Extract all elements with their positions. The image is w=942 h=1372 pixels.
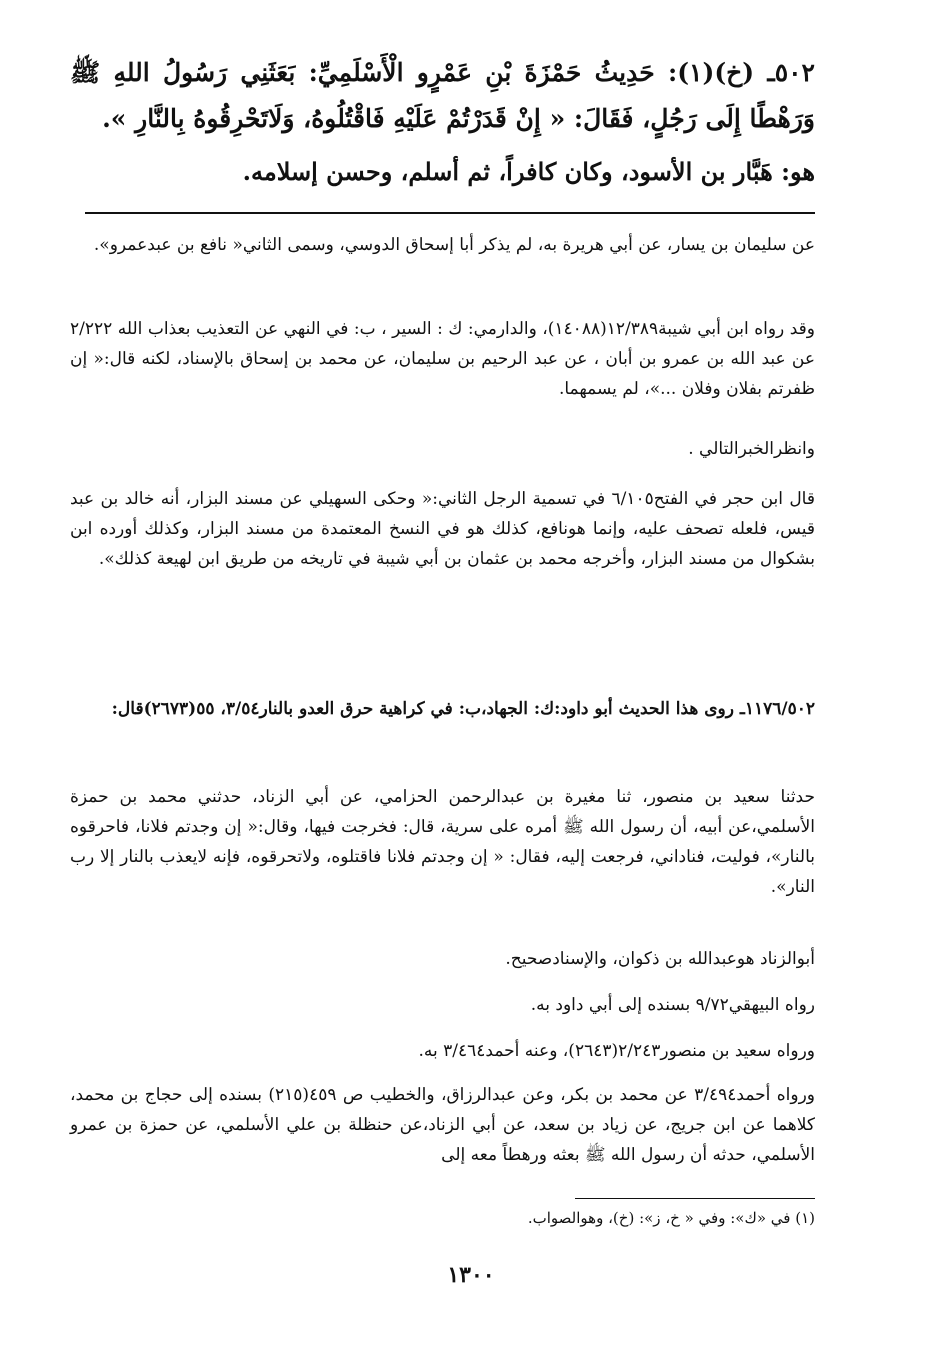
commentary-paragraph-10: ورواه أحمد٣/٤٩٤ عن محمد بن بكر، وعن عبدالرزاق، والخطيب ص ٤٥٩(٢١٥) بسنده إلى حجاج بن محمد، كلاهما عن ابن جريج، عن زياد بن سعد، عن أبي الزناد،عن حنظلة بن علي الأسلمي، عن حمزة بن عمرو الأسلمي، حدثه أن رسول الله ﷺ بعثه ورهطاً معه إلى [70,1085,815,1165]
commentary-paragraph-4: قال ابن حجر في الفتح٦/١٠٥ في تسمية الرجل الثاني:« وحكى السهيلي عن مسند البزار، أنه خالد بن عبد قيس، فلعله تصحف عليه، وإنما هونافع، كذلك هو في النسخ المعتمدة من مسند البزار، وكذلك أورده ابن بشكوال من مسند البزار، وأخرجه محمد بن عثمان بن أبي شيبة في تاريخه من طريق ابن لهيعة كذلك». [70,489,815,569]
footnote-divider [575,1198,815,1199]
commentary-paragraph-3: وانظرالخبرالتالي . [688,439,815,459]
narration-text: حدثنا سعيد بن منصور، ثنا مغيرة بن عبدالرحمن الحزامي، عن أبي الزناد، حدثني محمد بن حمزة الأسلمي،عن أبيه، أن رسول الله ﷺ أمره على سرية، قال: فخرجت فيها، وقال:« إن وجدتم فلانا، فاحرقوه بالنار»، فوليت، فناداني، فرجعت إليه، فقال: « إن وجدتم فلانا فاقتلوه، ولاتحرقوه، فإنه لايعذب بالنار إلا رب النار». [70,787,815,897]
commentary-paragraph-7: أبوالزناد هوعبدالله بن ذكوان، والإسنادصحيح. [505,949,815,969]
commentary-paragraph-9: ورواه سعيد بن منصور٢/٢٤٣(٢٦٤٣)، وعنه أحمد٣/٤٦٤ به. [418,1041,815,1061]
page-number: ١٣٠٠ [447,1262,495,1288]
section-divider [85,212,815,214]
commentary-paragraph-2: وقد رواه ابن أبي شيبة١٢/٣٨٩(١٤٠٨٨)، والدارمي: ك : السير ، ب: في النهي عن التعذيب بعذاب الله ٢/٢٢٢ عن عبد الله بن عمرو بن أبان ، عن عبد الرحيم بن سليمان، عن محمد بن إسحاق بالإسناد، لكنه قال:« إن ظفرتم بفلان وفلان ...»، لم يسمهما. [70,319,815,399]
narration-heading: ١١٧٦/٥٠٢ـ روى هذا الحديث أبو داود:ك: الجهاد،ب: في كراهية حرق العدو بالنار٣/٥٤، ٥٥(٢٦٧٣)قال: [111,699,815,719]
commentary-paragraph-1: عن سليمان بن يسار، عن أبي هريرة به، لم يذكر أبا إسحاق الدوسي، وسمى الثاني« نافع بن عبدعمرو». [93,235,815,255]
hadith-heading: ٥٠٢ـ (خ)(١): حَدِيثُ حَمْزَةَ بْنِ عَمْرٍو الْأَسْلَمِيِّ: بَعَثَنِي رَسُولُ اللهِ ﷺ وَرَهْطًا إِلَى رَجُلٍ، فَقَالَ: « إِنْ قَدَرْتُمْ عَلَيْهِ فَاقْتُلُوهُ، وَلَاتَحْرِقُوهُ بِالنَّارِ ». [70,58,815,133]
footnote: (١) في «ك»: وفي « خ، ز»: (خ)، وهوالصواب. [527,1209,815,1227]
hadith-identification-note: هو: هَبَّار بن الأسود، وكان كافراً، ثم أسلم، وحسن إسلامه. [242,157,815,186]
commentary-paragraph-8: رواه البيهقي٩/٧٢ بسنده إلى أبي داود به. [530,995,815,1015]
